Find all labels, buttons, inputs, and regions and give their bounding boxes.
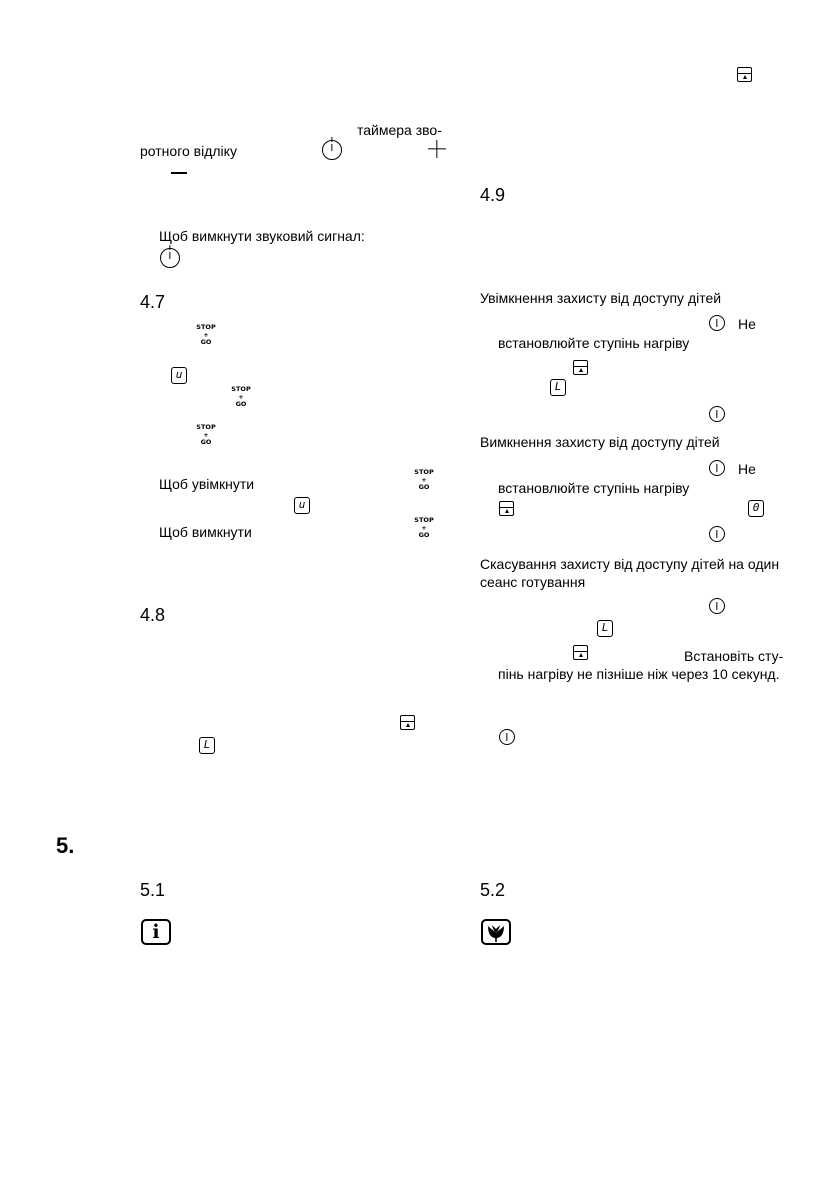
display-l-icon: L (597, 620, 613, 637)
display-u-icon: u (294, 497, 310, 514)
enable-lock-heading: Увімкнення захисту від доступу дітей (480, 290, 722, 306)
minus-icon (171, 172, 187, 174)
power-icon (499, 729, 515, 745)
set-level-text: встановлюйте ступінь нагріву (498, 480, 690, 496)
stop-go-icon: STOP + GO (414, 468, 434, 491)
sound-off-text: Щоб вимкнути звуковий сигнал: (159, 228, 365, 244)
info-icon: i (141, 919, 171, 945)
child-lock-icon (400, 715, 415, 730)
section-heading-4-7: 4.7 (140, 292, 166, 312)
power-icon (709, 598, 725, 614)
power-icon (709, 315, 725, 331)
stop-go-icon: STOP + GO (196, 423, 216, 446)
chapter-heading-5: 5. (56, 833, 75, 858)
cancel-lock-heading-line1: Скасування захисту від доступу дітей на один (480, 556, 780, 572)
timer-clock-icon (322, 140, 342, 160)
ne-text: Не (738, 316, 756, 332)
timer-text-line1: таймера зво- (357, 122, 442, 138)
turn-on-text: Щоб увімкнути (159, 476, 255, 492)
set-level-text: встановлюйте ступінь нагріву (498, 335, 690, 351)
environment-icon (481, 919, 511, 945)
display-zero-icon: 0 (748, 500, 764, 517)
child-lock-icon (737, 67, 752, 82)
timer-clock-icon (160, 248, 180, 268)
child-lock-icon (573, 645, 588, 660)
child-lock-icon (499, 501, 514, 516)
display-l-icon: L (199, 737, 215, 754)
section-heading-5-1: 5.1 (140, 880, 166, 900)
section-heading-4-9: 4.9 (480, 185, 506, 205)
set-step-text-line2: пінь нагріву не пізніше ніж через 10 секунд. (498, 666, 780, 682)
display-l-icon: L (550, 379, 566, 396)
power-icon (709, 526, 725, 542)
power-icon (709, 406, 725, 422)
stop-go-icon: STOP + GO (196, 323, 216, 346)
disable-lock-heading: Вимкнення захисту від доступу дітей (480, 434, 720, 450)
stop-go-icon: STOP + GO (414, 516, 434, 539)
section-heading-4-8: 4.8 (140, 605, 166, 625)
set-step-text-line1: Встановіть сту- (684, 648, 784, 664)
display-u-icon: u (171, 367, 187, 384)
power-icon (709, 460, 725, 476)
turn-off-text: Щоб вимкнути (159, 524, 252, 540)
cancel-lock-heading-line2: сеанс готування (480, 574, 586, 590)
stop-go-icon: STOP + GO (231, 385, 251, 408)
ne-text: Не (738, 461, 756, 477)
timer-text-line2: ротного відліку (140, 143, 237, 159)
child-lock-icon (573, 360, 588, 375)
plus-icon (428, 140, 446, 158)
section-heading-5-2: 5.2 (480, 880, 506, 900)
